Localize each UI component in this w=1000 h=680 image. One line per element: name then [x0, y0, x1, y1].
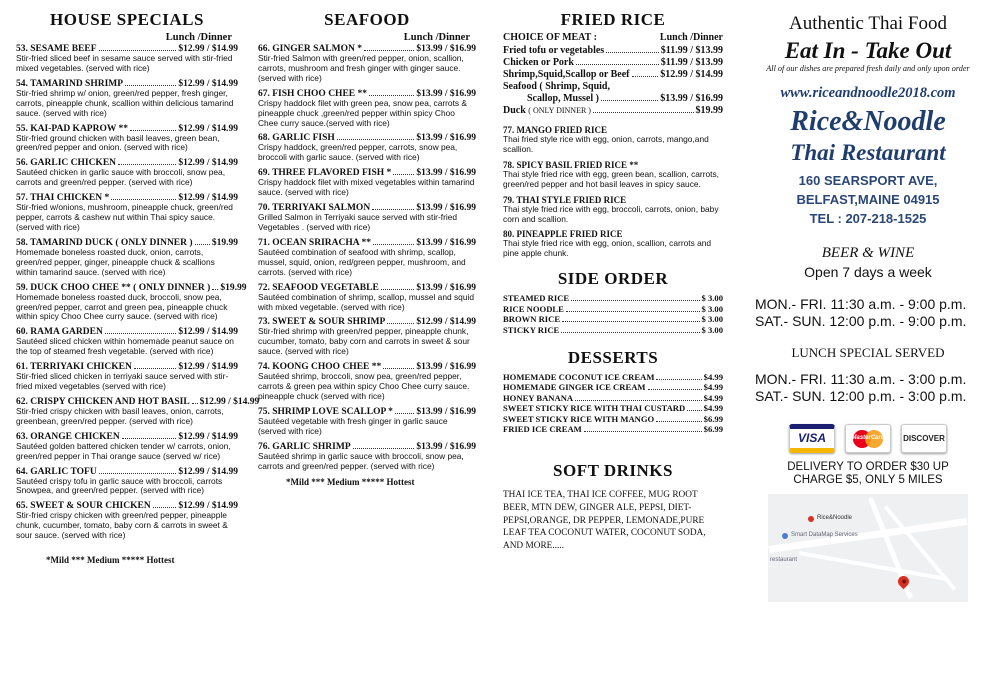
menu-item — [16, 501, 238, 541]
hours-row — [755, 313, 984, 331]
spice-legend: *Mild *** Medium ***** Hottest — [286, 477, 415, 488]
house-specials-section — [16, 10, 260, 566]
menu-item — [258, 407, 476, 437]
menu-item-name: 80. PINEAPPLE FRIED RICE — [503, 229, 623, 240]
menu-item-name: 78. SPICY BASIL FRIED RICE ** — [503, 159, 639, 170]
hours-time: 11:30 a.m. - 3:00 p.m. — [830, 370, 967, 387]
menu-item-description: Sautéed shrimp in garlic sauce with broccoli, snow pea, carrots and green/red pepper. (served with rice) — [258, 450, 464, 471]
menu-item-price: $13.99 / $16.99 — [416, 168, 476, 179]
dessert-item-price: $4.99 — [703, 371, 723, 382]
menu-item-name: 67. FISH CHOO CHEE ** — [258, 88, 367, 99]
menu-item-name: 55. KAI-PAD KAPROW ** — [16, 123, 129, 134]
menu-item-name: 56. GARLIC CHICKEN — [16, 158, 117, 169]
side-order-item-price: $ 3.00 — [701, 324, 723, 335]
choice-of-meat-header — [503, 32, 723, 43]
menu-item — [258, 168, 476, 198]
side-order-item-name: STEAMED RICE — [503, 293, 570, 304]
address-line2: BELFAST,MAINE 04915 — [796, 191, 940, 207]
dessert-item — [503, 382, 723, 393]
menu-item — [16, 467, 238, 497]
desserts-list — [503, 372, 723, 435]
menu-item-price: $19.99 — [211, 237, 238, 248]
menu-item — [503, 125, 723, 155]
fried-rice-list — [503, 125, 723, 259]
hours-time: 12:00 p.m. - 9:00 p.m. — [829, 313, 967, 330]
house-specials-list — [16, 44, 260, 541]
menu-item-name: 54. TAMARIND SHRIMP — [16, 78, 124, 89]
dessert-item-name: SWEET STICKY RICE WITH THAI CUSTARD — [503, 403, 686, 414]
menu-item — [16, 124, 238, 154]
menu-item-name: 57. THAI CHICKEN * — [16, 193, 110, 204]
menu-item — [16, 282, 247, 323]
side-order-item-price: $ 3.00 — [701, 303, 723, 314]
menu-item-price: $13.99 / $16.99 — [416, 282, 476, 293]
menu-item-name: 73. SWEET & SOUR SHRIMP — [258, 317, 386, 328]
choice-of-meat-label: CHOICE OF MEAT : — [503, 32, 597, 43]
menu-item-name: 79. THAI STYLE FRIED RICE — [503, 194, 627, 205]
dessert-item — [503, 372, 723, 383]
menu-item-price: $12.99 / $14.99 — [178, 44, 238, 54]
menu-item — [16, 432, 238, 462]
restaurant-name: Rice&Noodle — [790, 106, 946, 137]
dessert-item — [503, 414, 723, 425]
menu-item — [258, 442, 476, 472]
meat-choice — [503, 45, 723, 56]
menu-item-description: Stir-fried sliced chicken in terriyaki sauce served with stir-fried mixed vegetables (served with rice) — [16, 371, 229, 392]
menu-item-description: Thai style fried rice with egg, green bean, scallion, carrots, green/red pepper and hot basil leaves in spicy sauce. — [503, 168, 719, 189]
menu-item — [258, 133, 476, 163]
map-label-datamap: Smart DataMap Services — [791, 532, 858, 539]
menu-item-description: Crispy haddock, green/red pepper, carrots, snow pea, broccoli with garlic sauce. (served with rice) — [258, 142, 458, 163]
side-order-item-name: STICKY RICE — [503, 324, 560, 335]
menu-item-name: 70. TERRIYAKI SALMON — [258, 203, 371, 214]
menu-item-price: $12.99 / $14.99 — [178, 158, 238, 169]
menu-item — [16, 238, 238, 278]
side-order-item-name: BROWN RICE — [503, 314, 561, 325]
menu-item-name: 69. THREE FLAVORED FISH * — [258, 168, 392, 179]
hours-time: 12:00 p.m. - 3:00 p.m. — [829, 388, 967, 405]
delivery-line2: CHARGE $5, ONLY 5 MILES — [793, 474, 943, 487]
fried-rice-title: FRIED RICE — [560, 10, 666, 29]
fried-rice-section — [503, 10, 723, 553]
meat-choice-duck — [503, 105, 723, 116]
map-marker-icon — [782, 533, 788, 539]
meat-choice-price: $11.99 / $13.99 — [660, 57, 723, 68]
menu-item-name: 74. KOONG CHOO CHEE ** — [258, 362, 382, 373]
menu-item-description: Sautéed chicken in garlic sauce with broccoli, snow pea, carrots and green/red pepper. (served with rice) — [16, 167, 226, 188]
house-specials-title: HOUSE SPECIALS — [50, 10, 204, 29]
menu-item-description: Crispy haddock filet with green pea, snow pea, carrots & pineapple chuck ,green/red pepper within spicy Choo Chee curry sauce.(served with rice) — [258, 97, 468, 128]
authentic-heading: Authentic Thai Food — [789, 13, 947, 34]
menu-item-description: Thai style fried rice with egg, onion, scallion, carrots and pine apple chunk. — [503, 238, 712, 259]
address-block — [752, 172, 984, 229]
side-order-item — [503, 314, 723, 325]
menu-item-description: Thai fried style rice with egg, onion, carrots, mango,and scallion. — [503, 134, 709, 154]
menu-item-price: $13.99 / $16.99 — [416, 44, 476, 54]
menu-item — [16, 158, 238, 188]
hours-days: SAT.- SUN. — [755, 313, 826, 330]
menu-item-name: 60. RAMA GARDEN — [16, 327, 103, 338]
menu-item — [16, 396, 260, 427]
menu-item-description: Thai style fried rice with egg, broccoli, carrots, onion, baby corn and scallion. — [503, 203, 719, 224]
menu-item — [16, 193, 238, 233]
menu-item-name: 61. TERRIYAKI CHICKEN — [16, 362, 132, 373]
soft-drinks-text: THAI ICE TEA, THAI ICE COFFEE, MUG ROOT BEER, MTN DEW, GINGER ALE, PEPSI, DIET-PEPSI,ORANGE, DR PEPPER, LEMONADE,PURE LEAF TEA COCONUT WATER, COCONUT SODA, AND MORE..... — [503, 489, 706, 552]
hours-days: MON.- FRI. — [755, 295, 827, 312]
meat-choice-seafood — [503, 81, 723, 104]
side-order-item — [503, 325, 723, 336]
location-map[interactable] — [768, 494, 968, 602]
seafood-list — [258, 44, 476, 471]
menu-item-price: $19.99 — [220, 282, 247, 293]
hours-row — [755, 388, 984, 406]
side-order-item — [503, 304, 723, 315]
menu-item — [258, 317, 476, 357]
hours-time: 11:30 a.m. - 9:00 p.m. — [830, 295, 967, 312]
meat-choice-name: Shrimp,Squid,Scallop or Beef — [503, 69, 630, 80]
menu-item-price: $12.99 / $14.99 — [178, 193, 238, 204]
menu-item-description: Stir-fried crispy chicken with basil leaves, onion, carrots, greenbean, green/red pepper. (served with rice) — [16, 405, 224, 426]
meat-choice-duck-note: ( ONLY DINNER ) — [528, 106, 591, 115]
open-days: Open 7 days a week — [804, 263, 932, 280]
seafood-section — [258, 10, 476, 487]
menu-item — [258, 238, 476, 278]
menu-item-description: Homemade boneless roasted duck, broccoli, snow pea, green/red pepper, carrot and green pea, pineapple chuck within spicy Choo Chee curry sauce. (served with rice) — [16, 291, 228, 322]
menu-item-name: 77. MANGO FRIED RICE — [503, 125, 608, 135]
menu-item-description: Stir-fried sliced beef in sesame sauce served with stir-fried mixed vegetables. (served with rice) — [16, 53, 233, 73]
meat-choice-seafood-line1: Seafood ( Shrimp, Squid, — [503, 81, 610, 92]
dessert-item-price: $6.99 — [703, 413, 723, 424]
menu-item-price: $12.99 / $14.99 — [178, 431, 238, 442]
menu-item-name: 58. TAMARIND DUCK ( ONLY DINNER ) — [16, 237, 193, 248]
menu-item-price: $12.99 / $14.99 — [178, 501, 238, 512]
side-order-list — [503, 293, 723, 335]
soft-drinks-title: SOFT DRINKS — [553, 460, 673, 480]
map-label-restaurant: restaurant — [770, 557, 798, 564]
meat-choice-list — [503, 45, 723, 80]
menu-item-name: 66. GINGER SALMON * — [258, 44, 362, 54]
menu-item-name: 76. GARLIC SHRIMP — [258, 441, 351, 452]
hours-days: MON.- FRI. — [755, 370, 827, 387]
menu-item-name: 62. CRISPY CHICKEN AND HOT BASIL — [16, 396, 190, 407]
menu-item-price: $13.99 / $16.99 — [416, 133, 476, 144]
menu-item-price: $12.99 / $14.99 — [178, 466, 238, 477]
spice-legend: *Mild *** Medium ***** Hottest — [46, 555, 175, 566]
menu-item-price: $12.99 / $14.99 — [178, 362, 238, 373]
menu-item-description: Sautéed vegetable with fresh ginger in garlic sauce (served with rice) — [258, 415, 448, 436]
menu-item — [258, 44, 476, 84]
menu-item-description: Sautéed golden battered chicken tender w/ carrots, onion, green/red pepper in Thai orange sauce (served w/ rice) — [16, 440, 231, 461]
menu-item-name: 63. ORANGE CHICKEN — [16, 431, 120, 442]
mastercard-icon: MasterCard — [845, 424, 891, 453]
payment-cards — [752, 424, 984, 453]
lunch-hours — [752, 371, 984, 406]
meat-choice-duck-price: $19.99 — [695, 105, 723, 116]
menu-item-price: $12.99 / $14.99 — [178, 123, 238, 134]
price-header: Lunch /Dinner — [403, 32, 470, 43]
meat-choice-seafood-line2: Scallop, Mussel ) — [527, 92, 599, 104]
menu-item-name: 72. SEAFOOD VEGETABLE — [258, 282, 379, 293]
menu-item-price: $13.99 / $16.99 — [416, 441, 476, 452]
menu-item-description: Stir-fried shrimp w/ onion, green/red pepper, fresh ginger, carrots, pineapple chunk, scallion within delicious tamarind sauce. (served with rice) — [16, 87, 234, 118]
delivery-info — [752, 461, 984, 489]
menu-item — [16, 327, 238, 357]
hours-row — [755, 296, 984, 314]
dessert-item-name: HOMEMADE COCONUT ICE CREAM — [503, 371, 655, 382]
dessert-item-price: $4.99 — [703, 403, 723, 414]
meat-choice-name: Chicken or Pork — [503, 57, 574, 68]
menu-item-price: $13.99 / $16.99 — [416, 88, 476, 99]
hours-days: SAT.- SUN. — [755, 388, 826, 405]
map-marker-icon — [808, 516, 814, 522]
menu-item-name: 64. GARLIC TOFU — [16, 466, 97, 477]
dessert-item-name: SWEET STICKY RICE WITH MANGO — [503, 413, 655, 424]
menu-item-description: Stir-fried Salmon with green/red pepper, onion, scallion, carrots, mushroom and fresh ginger with ginger sauce. (served with rice) — [258, 53, 464, 83]
menu-item-description: Sautéed combination of seafood with shrimp, scallop, mussel, squid, onion, red/green pepper, mushroom, and carrots. (served with rice) — [258, 246, 466, 277]
dessert-item-price: $6.99 — [703, 424, 723, 435]
address-line1: 160 SEARSPORT AVE, — [798, 173, 938, 188]
dessert-item-price: $4.99 — [703, 382, 723, 393]
menu-item-description: Grilled Salmon in Terriyaki sauce served with stir-fried Vegetables . (served with rice) — [258, 212, 458, 232]
menu-item-description: Stir-fried w/onions, mushroom, pineapple chuck, green/red pepper, carrots & cashew nut within Thai spicy sauce. (served with rice) — [16, 202, 233, 232]
phone-number[interactable]: TEL : 207-218-1525 — [809, 210, 927, 226]
menu-item — [258, 203, 476, 233]
menu-item-price: $12.99 / $14.99 — [178, 78, 238, 89]
eat-in-take-out: Eat In - Take Out — [784, 38, 952, 63]
hours-row — [755, 371, 984, 389]
price-header: Lunch /Dinner — [165, 32, 232, 43]
beer-wine-label: BEER & WINE — [821, 244, 915, 261]
desserts-title: DESSERTS — [567, 347, 659, 367]
menu-item-name: 68. GARLIC FISH — [258, 133, 335, 144]
menu-item-price: $12.99 / $14.99 — [178, 327, 238, 338]
lunch-special-label: LUNCH SPECIAL SERVED — [791, 344, 945, 360]
menu-item-description: Stir-fried crispy chicken with green/red pepper, pineapple chunk, cucumber, tomato, baby corn & carrots in sweet & sour sauce. (served with rice) — [16, 510, 228, 541]
menu-item-name: 75. SHRIMP LOVE SCALLOP * — [258, 406, 393, 417]
menu-item-description: Homemade boneless roasted duck, onion, carrots, green/red pepper, ginger, pineapple chuck & scallions within tamarind sauce. (served with rice) — [16, 246, 215, 277]
dessert-item-name: HOMEMADE GINGER ICE CREAM — [503, 382, 646, 393]
meat-choice — [503, 69, 723, 80]
dessert-item-name: FRIED ICE CREAM — [503, 424, 582, 435]
website-link[interactable]: www.riceandnoodle2018.com — [780, 85, 956, 101]
menu-item-name: 65. SWEET & SOUR CHICKEN — [16, 501, 151, 512]
dessert-item — [503, 393, 723, 404]
menu-item — [16, 44, 238, 74]
menu-item — [258, 89, 476, 129]
menu-item — [258, 362, 476, 402]
side-order-item-name: RICE NOODLE — [503, 303, 564, 314]
menu-item-description: Stir-fried ground chicken with basil leaves, green bean, green/red pepper and onion. (served with rice) — [16, 132, 220, 153]
menu-item-description: Sautéed shrimp, broccoli, snow pea, green/red pepper, carrots & green pea within spicy Choo Chee curry sauce. pineapple chuck (served with rice) — [258, 371, 470, 401]
restaurant-info-panel — [752, 10, 984, 602]
meat-choice-seafood-price: $13.99 / $16.99 — [660, 92, 723, 104]
menu-item-description: Sautéed crispy tofu in garlic sauce with broccoli, carrots Snowpea, and green/red pepper. (served with rice) — [16, 475, 223, 496]
menu-item — [16, 362, 238, 392]
side-order-item-price: $ 3.00 — [701, 314, 723, 325]
dessert-item — [503, 403, 723, 414]
meat-choice — [503, 57, 723, 68]
side-order-item — [503, 293, 723, 304]
restaurant-subtitle: Thai Restaurant — [790, 140, 946, 165]
fresh-note: All of our dishes are prepared fresh daily and only upon order — [766, 64, 970, 73]
menu-item — [258, 283, 476, 313]
visa-card-icon: VISA — [789, 424, 835, 453]
menu-item — [503, 160, 723, 190]
dessert-item — [503, 424, 723, 435]
dessert-item-name: HONEY BANANA — [503, 392, 574, 403]
menu-item-name: 71. OCEAN SRIRACHA ** — [258, 237, 371, 248]
menu-item-name: 53. SESAME BEEF — [16, 44, 97, 54]
price-header: Lunch /Dinner — [659, 32, 723, 43]
menu-item-price: $13.99 / $16.99 — [416, 406, 476, 417]
meat-choice-price: $11.99 / $13.99 — [660, 45, 723, 56]
menu-item-price: $13.99 / $16.99 — [416, 237, 476, 248]
meat-choice-price: $12.99 / $14.99 — [660, 69, 723, 80]
menu-item-price: $13.99 / $16.99 — [416, 362, 476, 373]
menu-item-price: $13.99 / $16.99 — [416, 203, 476, 214]
seafood-title: SEAFOOD — [324, 10, 410, 29]
menu-item-description: Sautéed sliced chicken within homemade peanut sauce on the top of steamed fresh vegetable. (served with rice) — [16, 336, 234, 357]
menu-item-price: $12.99 / $14.99 — [416, 317, 476, 328]
meat-choice-name: Fried tofu or vegetables — [503, 45, 605, 56]
menu-item — [16, 79, 238, 119]
menu-item-description: Crispy haddock filet with mixed vegetables within tamarind sauce. (served with rice) — [258, 177, 475, 198]
menu-item — [503, 229, 723, 259]
meat-choice-duck-name: Duck — [503, 105, 526, 116]
opening-hours — [752, 296, 984, 331]
menu-item-name: 59. DUCK CHOO CHEE ** ( ONLY DINNER ) — [16, 282, 211, 293]
menu-item-description: Sautéed combination of shrimp, scallop, mussel and squid with mixed vegetable. (served with rice) — [258, 291, 475, 312]
dessert-item-price: $4.99 — [703, 392, 723, 403]
discover-card-icon: DISCOVER — [901, 424, 947, 453]
delivery-line1: DELIVERY TO ORDER $30 UP — [787, 460, 949, 473]
menu-item — [503, 195, 723, 225]
map-label-rice: Rice&Noodle — [817, 515, 853, 522]
side-order-title: SIDE ORDER — [557, 269, 669, 289]
side-order-item-price: $ 3.00 — [701, 293, 723, 304]
menu-item-price: $12.99 / $14.99 — [199, 396, 260, 407]
menu-item-description: Stir-fried shrimp with green/red pepper, pineapple chunk, cucumber, tomato, baby corn and carrots in sweet & sour sauce. (served with rice) — [258, 326, 470, 357]
